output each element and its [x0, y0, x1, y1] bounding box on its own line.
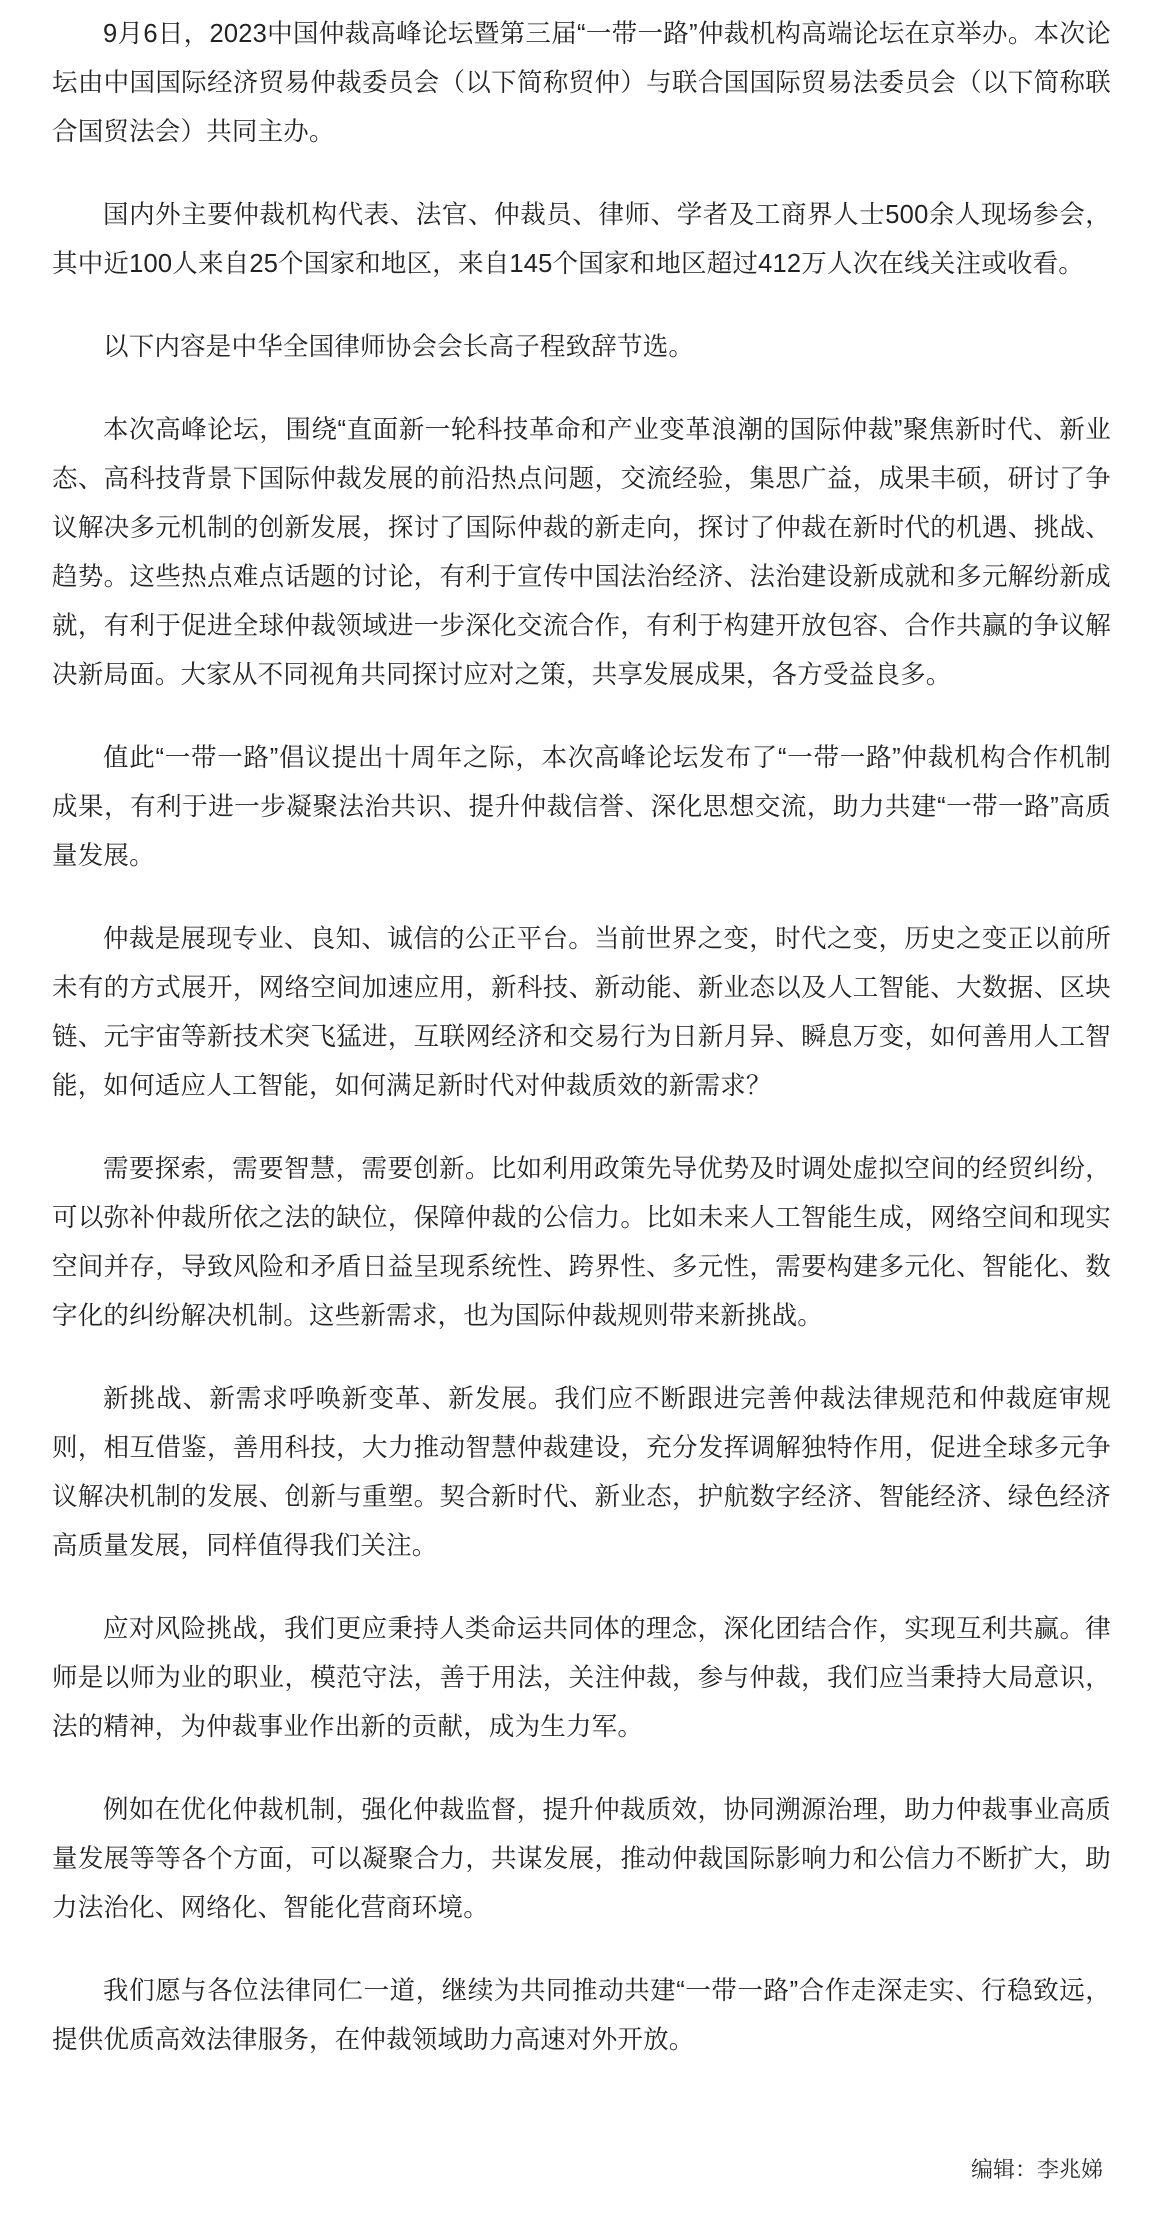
article-paragraph: 9月6日，2023中国仲裁高峰论坛暨第三届“一带一路”仲裁机构高端论坛在京举办。本次论坛由中国国际经济贸易仲裁委员会（以下简称贸仲）与联合国国际贸易法委员会（以下简称联合国贸法会）共同主办。: [52, 20, 1111, 146]
bottom-spacer: [52, 2187, 1111, 2213]
article-paragraph: 需要探索，需要智慧，需要创新。比如利用政策先导优势及时调处虚拟空间的经贸纠纷，可以弥补仲裁所依之法的缺位，保障仲裁的公信力。比如未来人工智能生成，网络空间和现实空间并存，导致风险和矛盾日益呈现系统性、跨界性、多元性，需要构建多元化、智能化、数字化的纠纷解决机制。这些新需求，也为国际仲裁规则带来新挑战。: [52, 1155, 1111, 1330]
article-paragraph: 国内外主要仲裁机构代表、法官、仲裁员、律师、学者及工商界人士500余人现场参会，其中近100人来自25个国家和地区，来自145个国家和地区超过412万人次在线关注或收看。: [52, 201, 1111, 278]
article-paragraph: 仲裁是展现专业、良知、诚信的公正平台。当前世界之变，时代之变，历史之变正以前所未有的方式展开，网络空间加速应用，新科技、新动能、新业态以及人工智能、大数据、区块链、元宇宙等新技术突飞猛进，互联网经济和交易行为日新月异、瞬息万变，如何善用人工智能，如何适应人工智能，如何满足新时代对仲裁质效的新需求？: [52, 925, 1111, 1100]
article-body: [52, 6, 1111, 2213]
article-paragraph: 新挑战、新需求呼唤新变革、新发展。我们应不断跟进完善仲裁法律规范和仲裁庭审规则，相互借鉴，善用科技，大力推动智慧仲裁建设，充分发挥调解独特作用，促进全球多元争议解决机制的发展、创新与重塑。契合新时代、新业态，护航数字经济、智能经济、绿色经济高质量发展，同样值得我们关注。: [52, 1385, 1111, 1560]
article-paragraph: 本次高峰论坛，围绕“直面新一轮科技革命和产业变革浪潮的国际仲裁”聚焦新时代、新业态、高科技背景下国际仲裁发展的前沿热点问题，交流经验，集思广益，成果丰硕，研讨了争议解决多元机制的创新发展，探讨了国际仲裁的新走向，探讨了仲裁在新时代的机遇、挑战、趋势。这些热点难点话题的讨论，有利于宣传中国法治经济、法治建设新成就和多元解纷新成就，有利于促进全球仲裁领域进一步深化交流合作，有利于构建开放包容、合作共赢的争议解决新局面。大家从不同视角共同探讨应对之策，共享发展成果，各方受益良多。: [52, 416, 1111, 689]
article-paragraph: 应对风险挑战，我们更应秉持人类命运共同体的理念，深化团结合作，实现互利共赢。律师是以师为业的职业，模范守法，善于用法，关注仲裁，参与仲裁，我们应当秉持大局意识，法的精神，为仲裁事业作出新的贡献，成为生力军。: [52, 1615, 1111, 1741]
article-paragraph: 例如在优化仲裁机制，强化仲裁监督，提升仲裁质效，协同溯源治理，助力仲裁事业高质量发展等等各个方面，可以凝聚合力，共谋发展，推动仲裁国际影响力和公信力不断扩大，助力法治化、网络化、智能化营商环境。: [52, 1796, 1111, 1922]
editor-credit: 编辑：李兆娣: [970, 2157, 1103, 2182]
article-paragraph: 值此“一带一路”倡议提出十周年之际，本次高峰论坛发布了“一带一路”仲裁机构合作机制成果，有利于进一步凝聚法治共识、提升仲裁信誉、深化思想交流，助力共建“一带一路”高质量发展。: [52, 744, 1111, 870]
article-paragraph: 以下内容是中华全国律师协会会长高子程致辞节选。: [103, 333, 695, 361]
article-paragraph: 我们愿与各位法律同仁一道，继续为共同推动共建“一带一路”合作走深走实、行稳致远，提供优质高效法律服务，在仲裁领域助力高速对外开放。: [52, 1977, 1111, 2054]
